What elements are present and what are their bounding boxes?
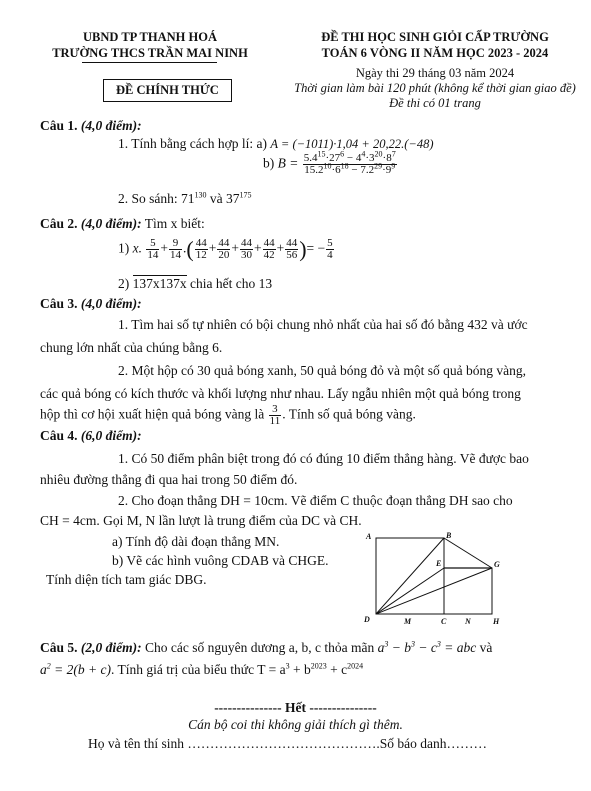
segment-bg [444,538,492,568]
q2-heading: Câu 2. (4,0 điểm): Tìm x biết: [40,216,205,231]
label-c: C [441,617,447,626]
official-label: ĐỀ CHÍNH THỨC [103,79,232,102]
q5-line2: $a^2 = 2(b + c)$. Tính giá trị của biểu thức $T = a^3 + b^{2023} + c^{2024}$ [40,661,364,677]
header-school-underline [82,62,217,63]
candidate-line: Họ và tên thí sinh …………………………………….Số báo danh……… [88,736,487,751]
label-e: E [436,559,442,568]
q3-p2-line3: hộp thì cơ hội xuất hiện quả bóng vàng là $\frac{3}{11}$ . Tính số quả bóng vàng. [40,403,416,427]
q3-p1-line1: 1. Tìm hai số tự nhiên có bội chung nhỏ nhất của hai số đó bằng 432 và ước [118,317,528,332]
exam-pages: Đề thi có 01 trang [389,96,481,110]
exam-date: Ngày thi 29 tháng 03 năm 2024 [355,66,515,80]
q4-p2-c: Tính diện tích tam giác DBG. [46,572,207,587]
q4-p2-a: a) Tính độ dài đoạn thẳng MN. [112,534,280,549]
q2-item1: 1) x. $\frac{5}{14}$ + $\frac{9}{14}$ .( $\frac{44}{12}$ + $\frac{44}{20}$ + $\frac{44}{30}$ + $\frac{44}{42}$ + $\frac{44}{56}$ )= − $\frac{5}{4}$ [118,236,333,262]
q1-fraction-b: $\frac{5.4^{15}\cdot 27^6 - 4^4\cdot 3^{20}\cdot 8^7}{15.2^{10}\cdot 6^{18} - 7.2^{29}\cdot 9^9}$ [303,149,396,176]
segment-db [376,538,444,614]
q2-overline-number: 137x137x [132,276,187,291]
q1-heading: Câu 1. (4,0 điểm): [40,118,142,133]
label-g: G [494,560,500,569]
exam-duration: Thời gian làm bài 120 phút (không kể thời gian giao đề) [294,81,576,95]
label-b: B [446,531,452,540]
supervisor-note: Cán bộ coi thi không giải thích gì thêm. [188,717,403,732]
exam-title-line1: ĐỀ THI HỌC SINH GIỎI CẤP TRƯỜNG [321,30,549,44]
q3-p1-line2: chung lớn nhất của chúng bằng 6. [40,340,223,355]
q3-p2-line1: 2. Một hộp có 30 quả bóng xanh, 50 quả bóng đỏ và một số quả bóng vàng, [118,363,526,378]
q4-heading: Câu 4. (6,0 điểm): [40,428,142,443]
square-chge [444,568,492,614]
q3-p2-line2: các quả bóng có kích thước và khối lượng như nhau. Lấy ngẫu nhiên một quả bóng trong [40,386,521,401]
geometry-figure [360,530,510,630]
q4-p2-b: b) Vẽ các hình vuông CDAB và CHGE. [112,553,329,568]
q1-item2: 2. So sánh: $71^{130}$ và $37^{175}$ [118,190,252,206]
q1-item1: 1. Tính bằng cách hợp lí: a) A = (−1011)·1,04 + 20,22.(−48) [118,136,434,151]
q2-item2: 2) 137x137x chia hết cho 13 [118,276,273,291]
label-h: H [493,617,500,626]
label-n: N [465,617,471,626]
header-authority: UBND TP THANH HOÁ [83,30,217,44]
label-d: D [364,615,370,624]
label-m: M [404,617,412,626]
q1-item1b: b) B = $\frac{5.4^{15}\cdot 27^6 - 4^4\cdot 3^{20}\cdot 8^7}{15.2^{10}\cdot 6^{18} - 7.2^{29}\cdot 9^9}$ [263,149,396,176]
q4-p2-line1: 2. Cho đoạn thẳng DH = 10cm. Vẽ điểm C thuộc đoạn thẳng DH sao cho [118,493,513,508]
q1-expr-a: A = (−1011)·1,04 + 20,22.(−48) [270,137,434,151]
q5-line1: Câu 5. (2,0 điểm): Cho các số nguyên dương a, b, c thỏa mãn $a^3 - b^3 - c^3$ = abc và [40,639,493,655]
q3-heading: Câu 3. (4,0 điểm): [40,296,142,311]
q4-p2-line2: CH = 4cm. Gọi M, N lần lượt là trung điểm của DC và CH. [40,513,362,528]
header-school: TRƯỜNG THCS TRẦN MAI NINH [52,46,248,60]
q4-p1-line1: 1. Có 50 điểm phân biệt trong đó có đúng 10 điểm thẳng hàng. Vẽ được bao [118,451,529,466]
q4-p1-line2: nhiêu đường thẳng đi qua hai trong 50 điểm đó. [40,472,298,487]
exam-title-line2: TOÁN 6 VÒNG II NĂM HỌC 2023 - 2024 [321,46,549,60]
label-a: A [366,532,372,541]
end-marker: --------------- Hết --------------- [214,700,377,715]
